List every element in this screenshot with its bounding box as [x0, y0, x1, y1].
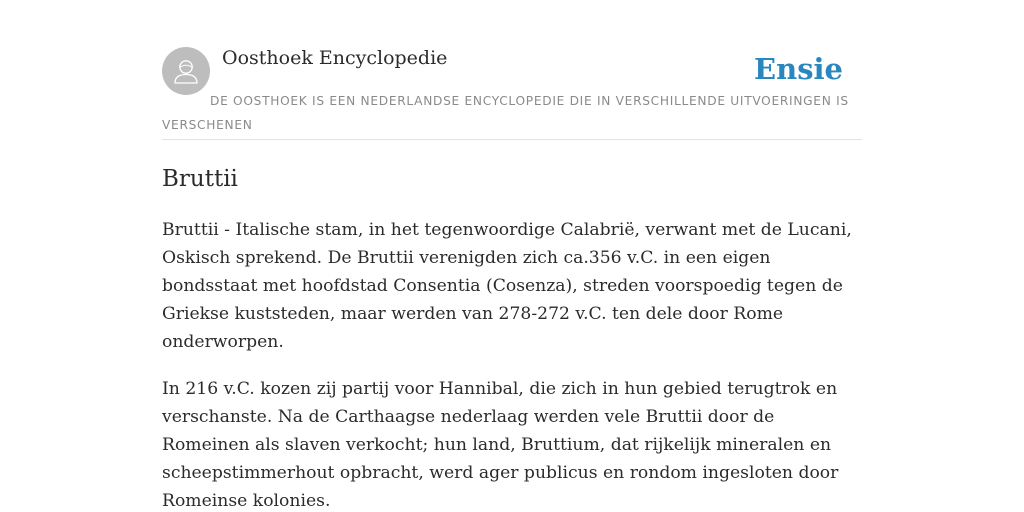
- source-description: DE OOSTHOEK IS EEN NEDERLANDSE ENCYCLOPEDIE DIE IN VERSCHILLENDE UITVOERINGEN IS VERSCHENEN: [162, 94, 849, 132]
- source-name[interactable]: Oosthoek Encyclopedie: [222, 47, 448, 69]
- article-title: Bruttii: [162, 166, 238, 192]
- article-paragraph: Bruttii - Italische stam, in het tegenwoordige Calabrië, verwant met de Lucani, Oskisch sprekend. De Bruttii verenigden zich ca.356 v.C. in een eigen bondsstaat met hoofdstad Consentia (Cosenza), streden voorspoedig tegen de Griekse kuststeden, maar werden van 278-272 v.C. ten dele door Rome onderworpen.: [162, 220, 852, 352]
- article-body: [162, 216, 862, 512]
- article-paragraph: In 216 v.C. kozen zij partij voor Hannibal, die zich in hun gebied terugtrok en verschanste. Na de Carthaagse nederlaag werden vele Bruttii door de Romeinen als slaven verkocht; hun land, Bruttium, dat rijkelijk mineralen en scheepstimmerhout opbracht, werd ager publicus en rondom ingesloten door Romeinse kolonies.: [162, 379, 839, 511]
- header-divider: [162, 139, 862, 140]
- user-icon: [162, 47, 210, 95]
- source-avatar[interactable]: [162, 47, 210, 95]
- brand-logo[interactable]: Ensie: [754, 52, 843, 86]
